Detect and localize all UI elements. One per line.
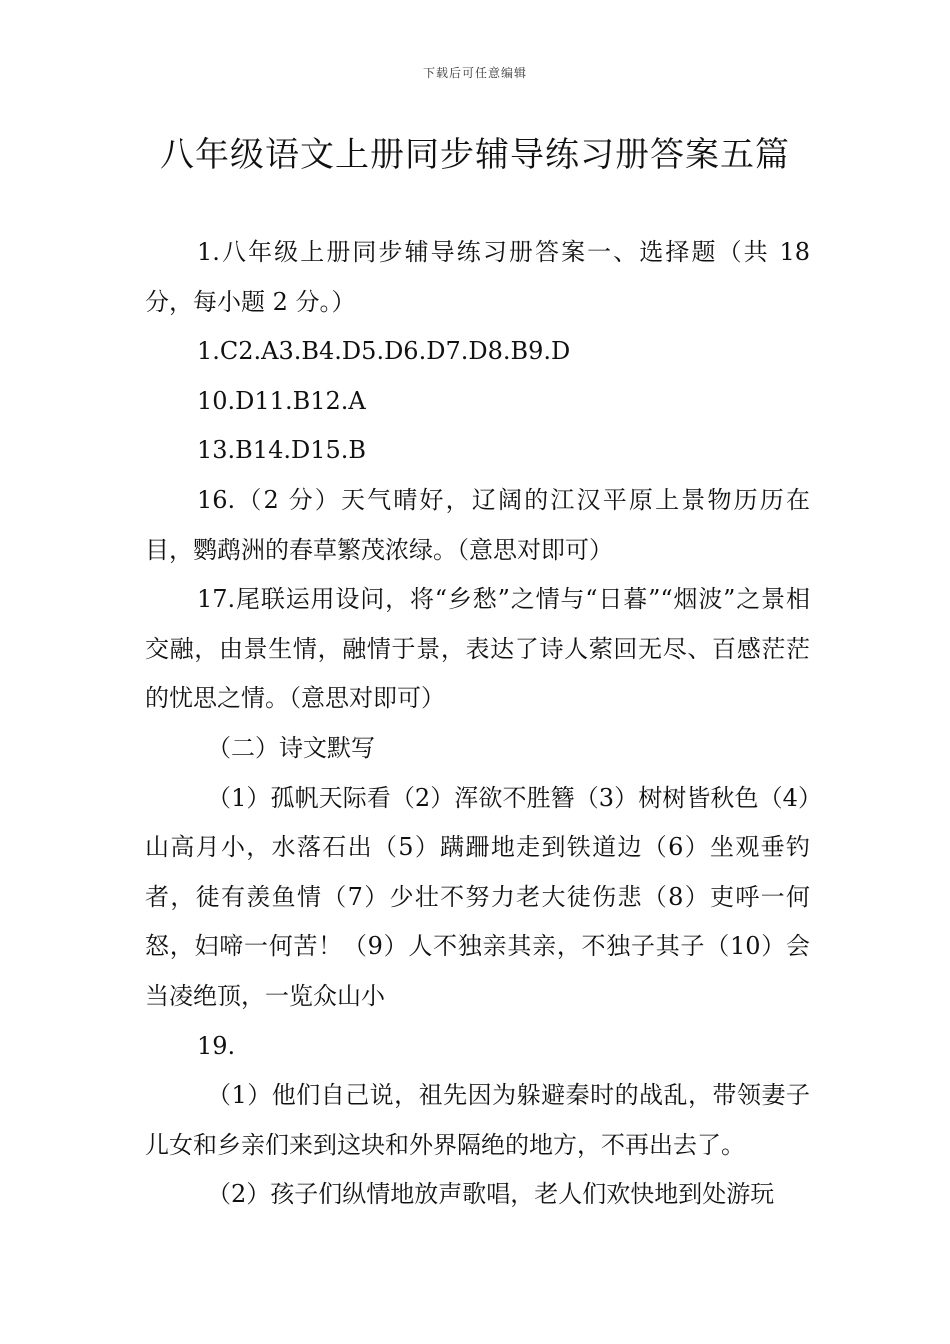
paragraph-answer-17: 17.尾联运用设问，将“乡愁”之情与“日暮”“烟波”之景相交融，由景生情，融情于景，表达了诗人萦回无尽、百感茫茫的忧思之情。（意思对即可）: [145, 585, 810, 713]
paragraph-answer-16: 16.（2 分）天气晴好，辽阔的江汉平原上景物历历在目，鹦鹉洲的春草繁茂浓绿。（意思对即可）: [145, 485, 810, 564]
paragraph-section-heading: （二）诗文默写: [207, 733, 375, 762]
header-note: 下载后可任意编辑: [422, 66, 527, 80]
paragraph-answer-19-2: （2）孩子们纵情地放声歌唱，老人们欢快地到处游玩: [207, 1180, 775, 1209]
paragraph-question-19: 19.: [197, 1031, 236, 1060]
paragraph-answers-1-9: 1.C2.A3.B4.D5.D6.D7.D8.B9.D: [197, 337, 571, 366]
document-body: [145, 228, 810, 1220]
paragraph-answer-19-1: （1）他们自己说，祖先因为躲避秦时的战乱，带领妻子儿女和乡亲们来到这块和外界隔绝的地方，不再出去了。: [145, 1081, 810, 1159]
document-title: 八年级语文上册同步辅导练习册答案五篇: [160, 135, 790, 175]
paragraph-poetry-recitation: （1）孤帆天际看（2）浑欲不胜簪（3）树树皆秋色（4）山高月小，水落石出（5）蹒跚地走到铁道边（6）坐观垂钓者，徒有羡鱼情（7）少壮不努力老大徒伤悲（8）吏呼一何怒，妇啼一何苦！（9）人不独亲其亲，不独子其子（10）会当凌绝顶，一览众山小: [145, 783, 810, 1010]
paragraph-answers-13-15: 13.B14.D15.B: [197, 436, 367, 465]
paragraph-intro: 1.八年级上册同步辅导练习册答案一、选择题（共 18 分，每小题 2 分。）: [145, 238, 810, 316]
paragraph-answers-10-12: 10.D11.B12.A: [197, 386, 366, 415]
